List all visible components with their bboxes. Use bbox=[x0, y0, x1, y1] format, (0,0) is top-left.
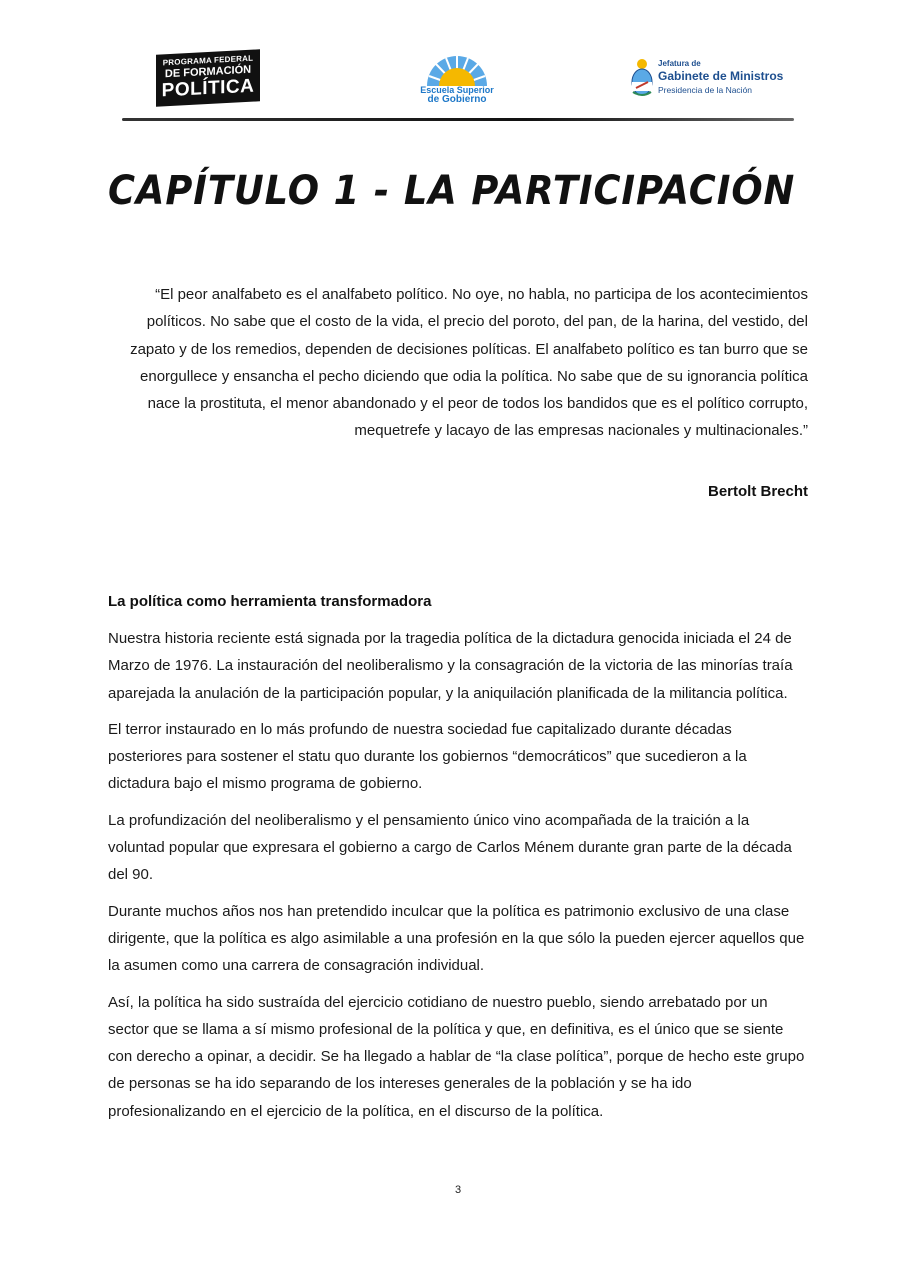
body-text bbox=[108, 625, 808, 1134]
logo-center-line1: Escuela Superior bbox=[420, 85, 494, 95]
logo-left-line1: PROGRAMA FEDERAL bbox=[162, 53, 254, 68]
jefatura-gabinete-logo bbox=[630, 58, 784, 102]
programa-federal-logo bbox=[156, 49, 260, 106]
header-divider bbox=[122, 118, 794, 121]
section-heading: La política como herramienta transformadora bbox=[108, 593, 432, 610]
logo-right-line1: Jefatura de bbox=[658, 59, 701, 68]
epigraph-quote: “El peor analfabeto es el analfabeto político. No oye, no habla, no participa de los acontecimientos políticos. No sabe que el costo de la vida, el precio del poroto, del pan, de la harina, del vestido, del zapato y de los remedios, dependen de decisiones políticas. El analfabeto político es tan burro que se enorgullece y ensancha el pecho diciendo que odia la política. No sabe que de su ignorancia política nace la prostituta, el menor abandonado y el peor de todos los bandidos que es el político corrupto, mequetrefe y lacayo de las empresas nacionales y multinacionales.” bbox=[130, 286, 808, 440]
logo-right-line3: Presidencia de la Nación bbox=[658, 85, 753, 95]
page-number: 3 bbox=[454, 1184, 462, 1196]
logo-left-line2: DE FORMACIÓN bbox=[164, 63, 252, 81]
page-header bbox=[0, 0, 906, 125]
paragraph: La profundización del neoliberalismo y el pensamiento único vino acompañada de la traición a la voluntad popular que expresara el gobierno a cargo de Carlos Ménem durante gran parte de la década del 90. bbox=[108, 811, 792, 884]
coat-of-arms-icon bbox=[630, 58, 654, 98]
sun-icon bbox=[422, 50, 492, 86]
chapter-title: CAPÍTULO 1 - LA PARTICIPACIÓN bbox=[108, 168, 796, 214]
paragraph: Así, la política ha sido sustraída del ejercicio cotidiano de nuestro pueblo, siendo arrebatado por un sector que se llama a sí mismo profesional de la política y que, en definitiva, es el único que se siente con derecho a opinar, a decidir. Se ha llegado a hablar de “la clase política”, porque de hecho este grupo de personas se ha ido separando de los intereses generales de la población y se ha ido profesionalizando en el ejercicio de la política, en el discurso de la política. bbox=[108, 993, 805, 1120]
paragraph: El terror instaurado en lo más profundo de nuestra sociedad fue capitalizado durante décadas posteriores para sostener el statu quo durante los gobiernos “democráticos” que sucedieron a la dictadura bajo el mismo programa de gobierno. bbox=[108, 720, 747, 793]
paragraph: Nuestra historia reciente está signada por la tragedia política de la dictadura genocida iniciada el 24 de Marzo de 1976. La instauración del neoliberalismo y la consagración de la victoria de las minorías traía aparejada la anulación de la participación popular, y la aniquilación planificada de la militancia política. bbox=[108, 630, 793, 702]
escuela-superior-logo bbox=[418, 50, 496, 108]
paragraph: Durante muchos años nos han pretendido inculcar que la política es patrimonio exclusivo de una clase dirigente, que la política es algo asimilable a una profesión en la que sólo la pueden ejercer aquellos que la asumen como una carrera de consagración individual. bbox=[108, 902, 805, 975]
logo-left-line3: POLÍTICA bbox=[161, 75, 255, 102]
quote-author: Bertolt Brecht bbox=[707, 483, 808, 500]
logo-center-line2: de Gobierno bbox=[427, 94, 487, 105]
logo-right-line2: Gabinete de Ministros bbox=[658, 69, 784, 83]
